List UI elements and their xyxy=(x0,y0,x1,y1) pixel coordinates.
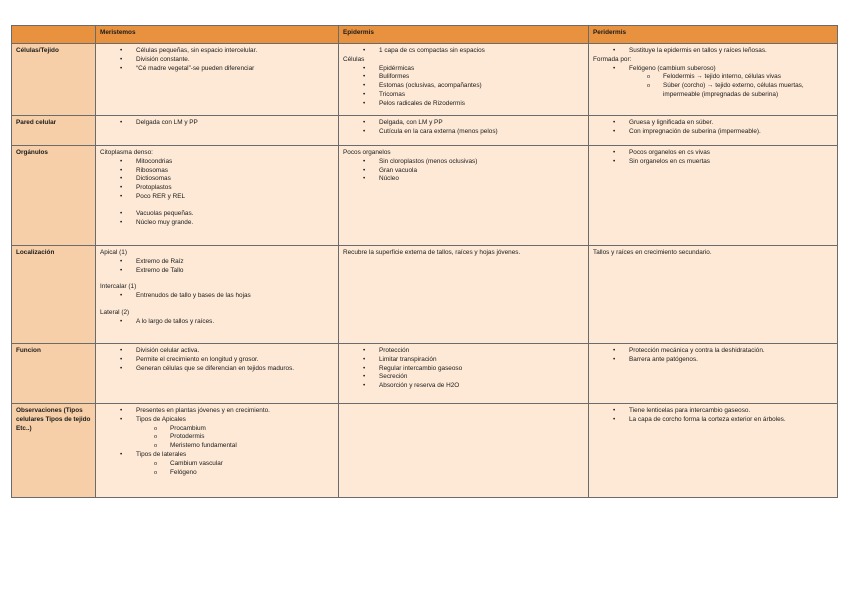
cell-organulos-peridermis xyxy=(589,146,838,246)
header-corner xyxy=(12,26,96,44)
cell-subtitle: Lateral (2) xyxy=(100,308,130,316)
sub-list-item: o Felodermis → tejido interno, células vivas xyxy=(593,73,833,82)
sub-list-item: o Súber (corcho) → tejido externo, células muertas, impermeable (impregnadas de suberina) xyxy=(593,82,833,100)
list-item: • División celular activa. xyxy=(100,347,334,356)
list-item: • Tricomas xyxy=(343,91,584,100)
header-meristemos: Meristemos xyxy=(96,26,339,44)
cell-funcion-peridermis xyxy=(589,344,838,404)
header-peridermis: Peridermis xyxy=(589,26,838,44)
row-localizacion xyxy=(12,246,838,344)
row-label-localizacion: Localización xyxy=(12,246,96,344)
list-item: • Extremo de Tallo xyxy=(100,267,334,276)
list-item: • A lo largo de tallos y raíces. xyxy=(100,318,334,327)
list-item: • Sin cloroplastos (menos oclusivas) xyxy=(343,158,584,167)
cell-celulas-peridermis xyxy=(589,44,838,116)
sub-list-item: o Meristemo fundamental xyxy=(100,442,334,451)
list-item: • Permite el crecimiento en longitud y grosor. xyxy=(100,356,334,365)
cell-organulos-epidermis xyxy=(339,146,589,246)
list-item: • Con impregnación de suberina (impermeable). xyxy=(593,128,833,137)
list-item: • Protección xyxy=(343,347,584,356)
cell-pared-meristemos xyxy=(96,116,339,146)
sub-list-item: o Felógeno xyxy=(100,469,334,478)
cell-localizacion-epidermis: Recubre la superficie externa de tallos, raíces y hojas jóvenes. xyxy=(339,246,589,344)
list-item: • Absorción y reserva de H2O xyxy=(343,382,584,391)
cell-funcion-epidermis xyxy=(339,344,589,404)
cell-subtitle: Citoplasma denso: xyxy=(100,149,153,156)
list-item: • Regular intercambio gaseoso xyxy=(343,365,584,374)
list-item: • Cutícula en la cara externa (menos pelos) xyxy=(343,128,584,137)
list-item: • Dictiosomas xyxy=(100,175,334,184)
list-item: • Núcleo muy grande. xyxy=(100,219,334,228)
row-funcion xyxy=(12,344,838,404)
list-item: • Sustituye la epidermis en tallos y raíces leñosas. xyxy=(593,47,833,56)
cell-funcion-meristemos xyxy=(96,344,339,404)
list-item: • Gruesa y lignificada en súber. xyxy=(593,119,833,128)
list-item: • Delgada con LM y PP xyxy=(100,119,334,128)
list-item: • Tiene lenticelas para intercambio gaseoso. xyxy=(593,407,833,416)
row-label-observaciones: Observaciones (Tipos celulares Tipos de tejido Etc..) xyxy=(12,404,96,498)
cell-observaciones-epidermis xyxy=(339,404,589,498)
list-item: • Protección mecánica y contra la deshidratación. xyxy=(593,347,833,356)
list-item: • División constante. xyxy=(100,56,334,65)
sub-list-item: o Procambium xyxy=(100,425,334,434)
list-item: • Tipos de Apicales xyxy=(100,416,334,425)
list-item: • Limitar transpiración xyxy=(343,356,584,365)
row-observaciones xyxy=(12,404,838,498)
list-item: • Poco RER y REL xyxy=(100,193,334,202)
row-label-organulos: Orgánulos xyxy=(12,146,96,246)
list-item: • Presentes en plantas jóvenes y en crecimiento. xyxy=(100,407,334,416)
list-item: • Barrera ante patógenos. xyxy=(593,356,833,365)
list-item: • Protoplastos xyxy=(100,184,334,193)
list-item: • Núcleo xyxy=(343,175,584,184)
row-label-celulas: Células/Tejido xyxy=(12,44,96,116)
list-item: • 1 capa de cs compactas sin espacios xyxy=(343,47,584,56)
sub-list-item: o Protodermis xyxy=(100,433,334,442)
row-pared xyxy=(12,116,838,146)
cell-celulas-epidermis xyxy=(339,44,589,116)
row-label-pared: Pared celular xyxy=(12,116,96,146)
cell-subtitle: Intercalar (1) xyxy=(100,283,137,291)
list-item: • Estomas (oclusivas, acompañantes) xyxy=(343,82,584,91)
list-item: • Extremo de Raíz xyxy=(100,258,334,267)
cell-localizacion-peridermis: Tallos y raíces en crecimiento secundario. xyxy=(589,246,838,344)
row-celulas xyxy=(12,44,838,116)
row-label-funcion: Funcion xyxy=(12,344,96,404)
cell-observaciones-meristemos xyxy=(96,404,339,498)
cell-observaciones-peridermis xyxy=(589,404,838,498)
list-item: • Entrenudos de tallo y bases de las hojas xyxy=(100,292,334,301)
list-item: • Pelos radicales de Rizodermis xyxy=(343,100,584,109)
cell-localizacion-meristemos xyxy=(96,246,339,344)
cell-celulas-meristemos xyxy=(96,44,339,116)
header-row xyxy=(12,26,838,44)
sub-list-item: o Cambium vascular xyxy=(100,460,334,469)
list-item: • “Cé madre vegetal”-se pueden diferenciar xyxy=(100,65,334,74)
cell-pared-peridermis xyxy=(589,116,838,146)
list-item: • Secreción xyxy=(343,373,584,382)
list-item: • Células pequeñas, sin espacio intercelular. xyxy=(100,47,334,56)
list-item: • Mitocondrias xyxy=(100,158,334,167)
cell-subtitle: Formada por: xyxy=(593,55,632,63)
cell-organulos-meristemos xyxy=(96,146,339,246)
list-item: • Generan células que se diferencian en tejidos maduros. xyxy=(100,365,334,374)
list-item: • La capa de corcho forma la corteza exterior en árboles. xyxy=(593,416,833,425)
list-item: • Buliformes xyxy=(343,73,584,82)
list-item: • Felógeno (cambium suberoso) xyxy=(593,65,833,74)
list-item: • Sin organelos en cs muertas xyxy=(593,158,833,167)
list-item: • Pocos organelos en cs vivas xyxy=(593,149,833,158)
comparison-table xyxy=(11,25,838,498)
list-item: • Epidérmicas xyxy=(343,65,584,74)
list-item: • Tipos de laterales xyxy=(100,451,334,460)
cell-subtitle: Apical (1) xyxy=(100,249,127,256)
list-item: • Gran vacuola xyxy=(343,167,584,176)
cell-subtitle: Pocos organelos xyxy=(343,149,391,156)
document-page xyxy=(11,25,837,498)
cell-subtitle: Células xyxy=(343,55,365,63)
list-item: • Ribosomas xyxy=(100,167,334,176)
list-item: • Vacuolas pequeñas. xyxy=(100,210,334,219)
row-organulos xyxy=(12,146,838,246)
list-item: • Delgada, con LM y PP xyxy=(343,119,584,128)
cell-pared-epidermis xyxy=(339,116,589,146)
header-epidermis: Epidermis xyxy=(339,26,589,44)
